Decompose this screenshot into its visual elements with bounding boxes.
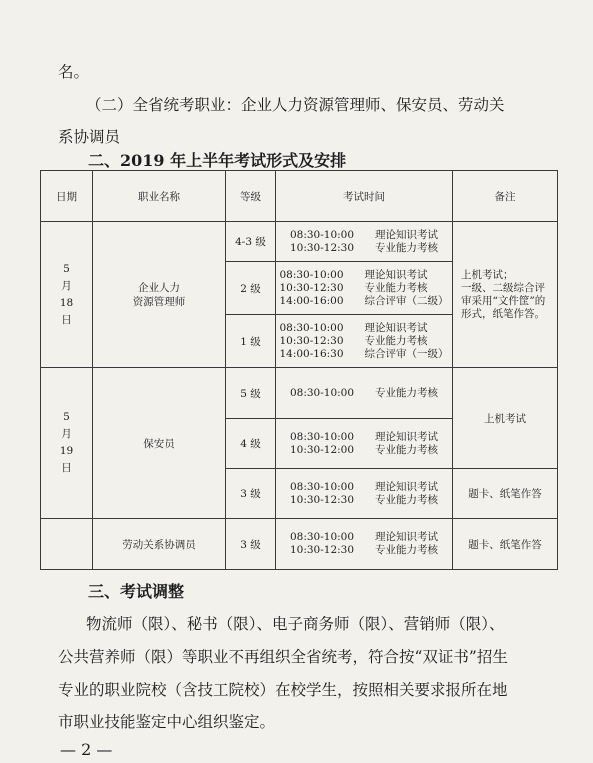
page-number: — 2 — [60, 740, 113, 759]
date-cell-19 [41, 368, 93, 519]
remark-line: 审采用“文件筐”的 [461, 294, 546, 307]
section-3-title: 三、考试调整 [88, 582, 185, 601]
time-cell [276, 519, 453, 570]
header-occupation: 职业名称 [93, 171, 226, 222]
header-date: 日期 [41, 171, 93, 222]
section-3-line-2: 公共营养师（限）等职业不再组织全省统考，符合按“双证书”招生 [58, 648, 508, 666]
date-text: 5 [63, 411, 70, 423]
table-row [41, 222, 558, 262]
table-row [41, 519, 558, 570]
time-cell [276, 315, 453, 368]
remark-cell: 题卡、纸笔作答 [453, 469, 558, 519]
level-cell: 3 级 [226, 519, 276, 570]
section-3-line-4: 市职业技能鉴定中心组织鉴定。 [58, 713, 276, 731]
time-line: 08:30-10:00 理论知识考试 [289, 430, 439, 443]
time-line: 10:30-12:30 专业能力考核 [279, 334, 428, 347]
level-cell: 4 级 [226, 419, 276, 469]
time-line: 10:30-12:00 专业能力考核 [289, 443, 439, 456]
section-2-title: 二、2019 年上半年考试形式及安排 [88, 151, 347, 170]
intro-line-2: （二）全省统考职业：企业人力资源管理师、保安员、劳动关 [86, 96, 505, 114]
time-line: 08:30-10:00 理论知识考试 [289, 228, 439, 241]
level-cell: 4-3 级 [226, 222, 276, 262]
remark-line: 一级、二级综合评 [461, 281, 545, 294]
date-text: 月 [61, 279, 72, 292]
time-line: 10:30-12:30 专业能力考核 [289, 241, 439, 254]
occupation-labor-relations: 劳动关系协调员 [93, 519, 226, 570]
header-exam-time: 考试时间 [276, 171, 453, 222]
remark-cell: 上机考试 [453, 368, 558, 469]
time-line: 14:00-16:00 综合评审（二级） [279, 294, 449, 307]
time-cell [276, 222, 453, 262]
time-line: 08:30-10:00 理论知识考试 [289, 480, 439, 493]
time-line: 08:30-10:00 理论知识考试 [289, 531, 439, 543]
section-3-line-1: 物流师（限）、秘书（限）、电子商务师（限）、营销师（限）、 [86, 615, 505, 633]
section-3-line-3: 专业的职业院校（含技工院校）在校学生，按照相关要求报所在地 [58, 681, 508, 699]
occupation-security-guard: 保安员 [93, 368, 226, 519]
remark-cell: 题卡、纸笔作答 [453, 519, 558, 570]
intro-line-1: 名。 [58, 63, 90, 81]
time-cell [276, 419, 453, 469]
date-text: 日 [61, 313, 72, 326]
level-cell: 3 级 [226, 469, 276, 519]
header-remarks: 备注 [453, 171, 558, 222]
time-cell [276, 262, 453, 315]
time-line: 10:30-12:30 专业能力考核 [289, 544, 439, 556]
date-cell-18 [41, 222, 93, 368]
time-line: 10:30-12:30 专业能力考核 [279, 281, 428, 294]
intro-line-3: 系协调员 [58, 128, 121, 146]
remark-line: 上机考试； [461, 268, 514, 281]
occupation-text: 资源管理师 [132, 295, 186, 308]
date-text: 日 [61, 462, 72, 474]
time-cell [276, 469, 453, 519]
occupation-text: 企业人力 [138, 281, 180, 294]
remark-line: 形式，纸笔作答。 [461, 307, 545, 320]
date-text: 月 [61, 428, 72, 440]
table-row [41, 368, 558, 419]
date-text: 19 [59, 445, 74, 457]
time-line: 08:30-10:00 理论知识考试 [279, 268, 428, 281]
time-line: 14:00-16:30 综合评审（一级） [279, 347, 449, 360]
time-line: 08:30-10:00 专业能力考核 [289, 386, 439, 399]
level-cell: 5 级 [226, 368, 276, 419]
date-text: 18 [59, 296, 74, 309]
time-cell [276, 368, 453, 419]
level-cell: 1 级 [226, 315, 276, 368]
remark-cell [453, 222, 558, 368]
occupation-hr-manager [93, 222, 226, 368]
exam-schedule-table [40, 170, 558, 570]
header-level: 等级 [226, 171, 276, 222]
level-cell: 2 级 [226, 262, 276, 315]
time-line: 10:30-12:30 专业能力考核 [289, 493, 439, 506]
table-header-row [41, 171, 558, 222]
time-line: 08:30-10:00 理论知识考试 [279, 321, 428, 334]
date-text: 5 [63, 262, 70, 275]
